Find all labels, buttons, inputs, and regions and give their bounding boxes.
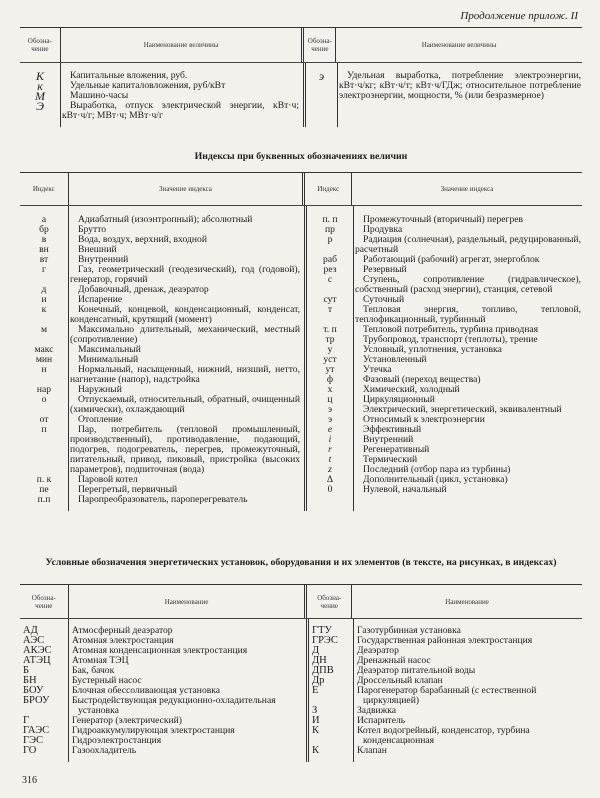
entry-row <box>307 445 585 455</box>
column-header-label: Индекс <box>317 185 340 193</box>
entry-row <box>20 245 304 255</box>
entry-row <box>307 435 585 445</box>
entry-symbol: д <box>41 284 47 295</box>
table-body <box>20 619 582 762</box>
entry-text: Продувка <box>363 224 403 235</box>
entry-text: Деаэратор <box>357 645 399 656</box>
entry-symbol: i <box>328 434 332 445</box>
entry-row <box>20 265 304 285</box>
entry-text: Газ, геометрический (геодезический), год (годовой), генератор, горячий <box>70 264 300 285</box>
column-header <box>304 28 336 62</box>
entry-row <box>307 425 585 435</box>
table-header <box>20 28 582 63</box>
left-column-group <box>20 619 309 762</box>
entry-text: Деаэратор питательной воды <box>357 665 476 676</box>
column-header-label: Наименование величины <box>143 41 219 49</box>
table-header <box>20 585 582 619</box>
entry-symbol: 0 <box>327 484 333 495</box>
right-entries <box>306 63 585 127</box>
entry-text: Паропреобразователь, пароперегреватель <box>78 494 248 505</box>
entry-symbol: К <box>312 725 320 736</box>
left-entries <box>20 63 306 127</box>
entry-row <box>309 646 585 656</box>
entry-symbol: п. п <box>322 214 338 225</box>
entry-text: Суточный <box>363 294 405 305</box>
entry-symbol: от <box>39 414 49 425</box>
column-header <box>336 28 582 62</box>
entry-symbol: ДН <box>312 655 327 666</box>
entry-symbol: ГЭС <box>23 735 44 746</box>
entry-text: Трубопровод, транспорт (теплоты), трение <box>363 334 538 345</box>
entry-symbol: к <box>41 304 47 315</box>
entry-text: Парогенератор барабанный (с естественной циркуляцией) <box>357 685 537 706</box>
entry-symbol: пе <box>39 484 49 495</box>
entry-text: Термический <box>363 454 418 465</box>
column-header <box>20 585 69 618</box>
entry-text: Тепловой потребитель, турбина приводная <box>363 324 539 335</box>
entry-row <box>309 636 585 646</box>
entry-symbol: п.п <box>37 494 51 505</box>
entry-text: Адиабатный (изоэнтропный); абсолютный <box>78 214 253 225</box>
column-header-label: Обозна- чение <box>307 37 332 53</box>
entry-text: Атомная ТЭЦ <box>72 655 129 666</box>
entry-row <box>20 736 306 746</box>
entry-symbol: уст <box>323 354 337 365</box>
column-header <box>307 585 352 618</box>
entry-symbol: в <box>41 234 47 245</box>
entry-symbol: рез <box>323 264 337 275</box>
right-column-group <box>307 206 585 511</box>
quantities-table <box>20 27 582 127</box>
entry-row <box>20 495 304 505</box>
entry-symbol: раб <box>323 254 337 265</box>
entry-text: Клапан <box>357 745 387 756</box>
entry-row <box>20 395 304 415</box>
entry-symbol: макс <box>34 344 54 355</box>
entry-symbol: ф <box>326 374 334 385</box>
entry-row <box>20 285 304 295</box>
entry-symbol: а <box>41 214 47 225</box>
entry-row <box>20 81 303 91</box>
entry-row <box>20 365 304 385</box>
entry-row <box>20 726 306 736</box>
entry-symbol: р <box>327 234 333 245</box>
left-entries <box>20 206 307 511</box>
column-header-label: Индекс <box>32 185 55 193</box>
column-header-label: Значение индекса <box>440 185 494 193</box>
entry-symbol: тр <box>325 334 335 345</box>
entry-text: Атмосферный деаэратор <box>72 625 173 636</box>
entry-row <box>307 345 585 355</box>
entry-symbol: Б <box>23 665 30 676</box>
entry-text: Атомная электростанция <box>72 635 174 646</box>
entry-symbol: ГТУ <box>312 625 332 636</box>
entry-symbol: о <box>41 394 47 405</box>
entry-text: Нулевой, начальный <box>363 484 447 495</box>
entry-symbol: э <box>327 404 333 415</box>
entry-text: Тепловая энергия, топливо, тепловой, теплофикационный, турбинный <box>355 304 581 325</box>
entry-symbol: у <box>327 344 333 355</box>
indices-table <box>20 172 582 511</box>
running-head: Продолжение прилож. II <box>460 10 578 22</box>
entry-text: Генератор (электрический) <box>72 715 182 726</box>
entry-row <box>309 706 585 716</box>
entry-text: Блочная обессоливающая установка <box>72 685 221 696</box>
entry-row <box>20 345 304 355</box>
indices-title: Индексы при буквенных обозначениях величин <box>194 151 408 162</box>
column-header <box>20 173 69 205</box>
entry-symbol: вт <box>39 254 49 265</box>
entry-text: Внешний <box>78 244 117 255</box>
entry-text: Вода, воздух, верхний, входной <box>78 234 207 245</box>
entry-row <box>307 235 585 255</box>
entry-row <box>309 726 585 746</box>
equipment-title: Условные обозначения энергетических установок, оборудования и их элементов (в тексте, на рисунках, в индексах) <box>45 557 557 568</box>
entry-row <box>307 215 585 225</box>
entry-symbol: к <box>37 79 43 93</box>
entry-text: Эффективный <box>363 424 422 435</box>
entry-text: Последний (отбор пара из турбины) <box>363 464 511 475</box>
entry-text: Электрический, энергетический, эквивалентный <box>363 404 562 415</box>
column-header-label: Наименование <box>164 597 209 606</box>
entry-symbol: z <box>328 464 332 475</box>
entry-row <box>20 425 304 475</box>
entry-text: Гидроаккумулирующая электростанция <box>72 725 235 736</box>
left-column-group <box>20 63 306 127</box>
entry-symbol: e <box>327 424 333 435</box>
left-column-group <box>20 206 307 511</box>
entry-row <box>307 485 585 495</box>
entry-symbol: н <box>41 364 47 375</box>
entry-text: Гидроэлектростанция <box>72 735 162 746</box>
entry-text: Паровой котел <box>78 474 138 485</box>
column-header <box>61 28 305 62</box>
entry-text: Атомная конденсационная электростанция <box>72 645 248 656</box>
entry-text: Фазовый (переход вещества) <box>363 374 481 385</box>
entry-text: Максимально длительный, механический, местный (сопротивление) <box>70 324 300 345</box>
entry-symbol: Е <box>312 685 319 696</box>
column-header <box>352 173 582 205</box>
entry-text: Внутренний <box>78 254 129 265</box>
entry-symbol: АД <box>23 625 38 636</box>
entry-row <box>20 696 306 716</box>
left-entries <box>20 619 309 762</box>
entry-text: Выработка, отпуск электрической энергии, кВт·ч; кВт·ч/г; МВт·ч; МВт·ч/г <box>62 100 299 121</box>
entry-symbol: г <box>42 264 46 275</box>
entry-symbol: с <box>327 274 333 285</box>
entry-symbol: Г <box>23 715 30 726</box>
table-body <box>20 63 582 127</box>
entry-text: Отопление <box>78 414 123 425</box>
entry-row <box>307 275 585 295</box>
entry-text: Испаритель <box>357 715 406 726</box>
entry-symbol: БН <box>23 675 37 686</box>
entry-text: Дренажный насос <box>357 655 431 666</box>
right-column-group <box>306 63 585 127</box>
entry-text: Минимальный <box>78 354 139 365</box>
entry-text: Испарение <box>78 294 123 305</box>
entry-row <box>20 666 306 676</box>
entry-symbol: Д <box>312 645 320 656</box>
entry-text: Ступень, сопротивление (гидравлическое), собственный (расход энергии), станция, сетевой <box>355 274 581 295</box>
entry-symbol: К <box>312 745 320 756</box>
entry-row <box>20 305 304 325</box>
entry-symbol: БРОУ <box>23 695 50 706</box>
entry-row <box>309 666 585 676</box>
equipment-table <box>20 584 582 762</box>
entry-text: Капитальные вложения, руб. <box>70 70 188 81</box>
entry-row <box>307 355 585 365</box>
entry-symbol: АКЭС <box>23 645 52 656</box>
entry-text: Быстродействующая редукционно-охладительная установка <box>72 695 276 716</box>
entry-row <box>20 325 304 345</box>
column-header-label: Значение индекса <box>159 185 212 193</box>
entry-text: Условный, уплотнения, установка <box>363 344 502 355</box>
entry-symbol: вн <box>39 244 49 255</box>
entry-text: Конечный, концевой, конденсационный, конденсат, конденсатный, крутящий (момент) <box>70 304 300 325</box>
entry-text: Удельная выработка, потребление электроэнергии, кВт·ч/кг; кВт·ч/т; кВт·ч/ГДж; относительное потребление электроэнергии, мощности, % (или безразмерное) <box>339 70 581 101</box>
entry-text: Перегретый, первичный <box>78 484 178 495</box>
entry-symbol: пр <box>325 224 335 235</box>
entry-symbol: бр <box>39 224 49 235</box>
entry-symbol: ГО <box>23 745 37 756</box>
column-header <box>20 28 61 62</box>
entry-row <box>306 71 585 101</box>
entry-symbol: э <box>327 414 333 425</box>
entry-text: Пар, потребитель (тепловой промышленный, производственный), противодавление, подающий, подогрев, подогреватель, перегрев, промежуточный, питательный, привод, пиковый, пристройка (высоких параметров), подпиточная (вода) <box>70 424 300 475</box>
table-header <box>20 173 582 206</box>
entry-row <box>20 746 306 756</box>
entry-row <box>20 215 304 225</box>
entry-symbol: r <box>328 444 332 455</box>
entry-text: Добавочный, дренаж, деаэратор <box>78 284 209 295</box>
entry-row <box>307 305 585 325</box>
entry-row <box>307 385 585 395</box>
entry-symbol: т. п <box>323 324 337 335</box>
column-header-label: Обозна- чение <box>27 37 52 53</box>
entry-symbol: х <box>327 384 333 395</box>
entry-symbol: Δ <box>326 474 334 485</box>
column-header-label: Наименование величины <box>421 41 497 49</box>
entry-symbol: п <box>41 424 47 435</box>
entry-text: Газотурбинная установка <box>357 625 461 636</box>
entry-text: Брутто <box>78 224 107 235</box>
entry-symbol: ц <box>327 394 333 405</box>
entry-text: Машино-часы <box>70 90 129 101</box>
entry-symbol: ут <box>325 364 335 375</box>
column-header <box>69 173 306 205</box>
entry-text: Нормальный, насыщенный, нижний, низший, нетто, нагнетание (напор), надстройка <box>70 364 300 385</box>
entry-text: Относимый к электроэнергии <box>363 414 485 425</box>
column-header <box>305 173 352 205</box>
column-header <box>352 585 582 618</box>
entry-text: Промежуточный (вторичный) перегрев <box>363 214 524 225</box>
entry-row <box>20 656 306 666</box>
page-number: 316 <box>22 775 37 786</box>
entry-text: Отпускаемый, относительный, обратный, очищенный (химически), охлаждающий <box>70 394 300 415</box>
entry-text: Дополнительный (цикл, установка) <box>363 474 508 485</box>
column-header-label: Наименование <box>445 597 489 606</box>
entry-row <box>20 235 304 245</box>
entry-text: Задвижка <box>357 705 397 716</box>
entry-text: Внутренний <box>363 434 414 445</box>
entry-text: Максимальный <box>78 344 141 355</box>
entry-row <box>309 686 585 706</box>
entry-symbol: п. к <box>36 474 52 485</box>
entry-text: Наружный <box>78 384 122 395</box>
entry-symbol: ДПВ <box>312 665 334 676</box>
entry-symbol: нар <box>36 384 52 395</box>
column-header-label: Обозна- чение <box>317 593 342 610</box>
entry-symbol: т <box>327 304 333 315</box>
entry-text: Радиация (солнечная), раздельный, редуцированный, расчетный <box>355 234 581 255</box>
entry-symbol: АЭС <box>23 635 45 646</box>
entry-text: Котел водогрейный, конденсатор, турбина конденсационная <box>357 725 530 746</box>
entry-row <box>307 255 585 265</box>
entry-symbol: ГАЭС <box>23 725 50 736</box>
column-header <box>69 585 308 618</box>
entry-row <box>309 746 585 756</box>
entry-symbol: мин <box>35 354 53 365</box>
entry-symbol: З <box>312 705 318 716</box>
entry-symbol: Др <box>312 675 325 686</box>
entry-row <box>20 101 303 121</box>
entry-text: Химический, холодный <box>363 384 460 395</box>
column-header-label: Обозна- чение <box>31 593 56 610</box>
entry-symbol: БОУ <box>23 685 44 696</box>
entry-text: Удельные капиталовложения, руб/кВт <box>70 80 226 91</box>
entry-symbol: сут <box>323 294 337 305</box>
table-body <box>20 206 582 511</box>
entry-text: Установленный <box>363 354 427 365</box>
entry-text: Бак, бачок <box>72 665 115 676</box>
entry-symbol: К <box>36 69 44 83</box>
entry-text: Резервный <box>363 264 407 275</box>
entry-symbol: Э <box>36 99 44 113</box>
entry-text: Бустерный насос <box>72 675 142 686</box>
entry-text: Регенеративный <box>363 444 430 455</box>
entry-symbol: АТЭЦ <box>23 655 51 666</box>
entry-text: Утечка <box>363 364 392 375</box>
entry-symbol: э <box>318 69 325 83</box>
entry-text: Дроссельный клапан <box>357 675 443 686</box>
entry-row <box>20 646 306 656</box>
entry-text: Работающий (рабочий) агрегат, энергоблок <box>363 254 540 265</box>
entry-text: Циркуляционный <box>363 394 435 405</box>
entry-symbol: ГРЭС <box>312 635 338 646</box>
entry-symbol: м <box>40 324 48 335</box>
right-column-group <box>309 619 585 762</box>
entry-symbol: и <box>41 294 47 305</box>
entry-row <box>307 415 585 425</box>
entry-symbol: t <box>328 454 332 465</box>
entry-symbol: И <box>312 715 320 726</box>
right-entries <box>309 619 585 762</box>
entry-symbol: М <box>35 89 45 103</box>
entry-text: Государственная районная электростанция <box>357 635 533 646</box>
right-entries <box>307 206 585 511</box>
entry-text: Газоохладитель <box>72 745 137 756</box>
